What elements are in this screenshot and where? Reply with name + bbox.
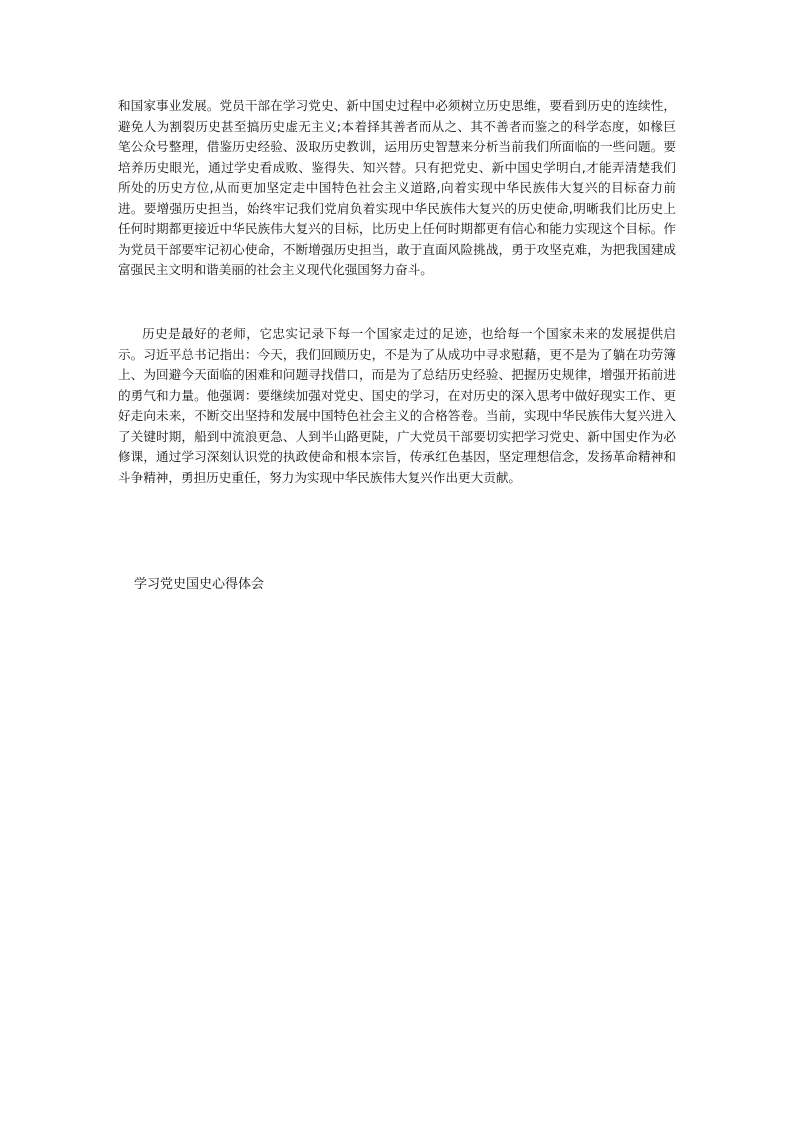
body-paragraph-1: 和国家事业发展。党员干部在学习党史、新中国史过程中必须树立历史思维，要看到历史的连续性，避免人为割裂历史甚至搞历史虚无主义;本着择其善者而从之、其不善者而鉴之的科学态度，如椽巨笔公众号整理，借鉴历史经验、汲取历史教训，运用历史智慧来分析当前我们所面临的一些问题。要培养历史眼光，通过学史看成败、鉴得失、知兴替。只有把党史、新中国史学明白,才能弄清楚我们所处的历史方位,从而更加坚定走中国特色社会主义道路,向着实现中华民族伟大复兴的目标奋力前进。要增强历史担当，始终牢记我们党肩负着实现中华民族伟大复兴的历史使命,明晰我们比历史上任何时期都更接近中华民族伟大复兴的目标，比历史上任何时期都更有信心和能力实现这个目标。作为党员干部要牢记初心使命，不断增强历史担当，敢于直面风险挑战，勇于攻坚克难，为把我国建成富强民主文明和谐美丽的社会主义现代化强国努力奋斗。 (118, 98, 676, 277)
document-title: 学习党史国史心得体会 (134, 577, 265, 592)
body-paragraph-2: 历史是最好的老师，它忠实记录下每一个国家走过的足迹，也给每一个国家未来的发展提供启示。习近平总书记指出：今天，我们回顾历史，不是为了从成功中寻求慰藉，更不是为了躺在功劳簿上、为回避今天面临的困难和问题寻找借口，而是为了总结历史经验、把握历史规律，增强开拓前进的勇气和力量。他强调：要继续加强对党史、国史的学习，在对历史的深入思考中做好现实工作、更好走向未来，不断交出坚持和发展中国特色社会主义的合格答卷。当前，实现中华民族伟大复兴进入了关键时期，船到中流浪更急、人到半山路更陡，广大党员干部要切实把学习党史、新中国史作为必修课，通过学习深刻认识党的执政使命和根本宗旨，传承红色基因，坚定理想信念，发扬革命精神和斗争精神，勇担历史重任，努力为实现中华民族伟大复兴作出更大贡献。 (118, 326, 676, 485)
